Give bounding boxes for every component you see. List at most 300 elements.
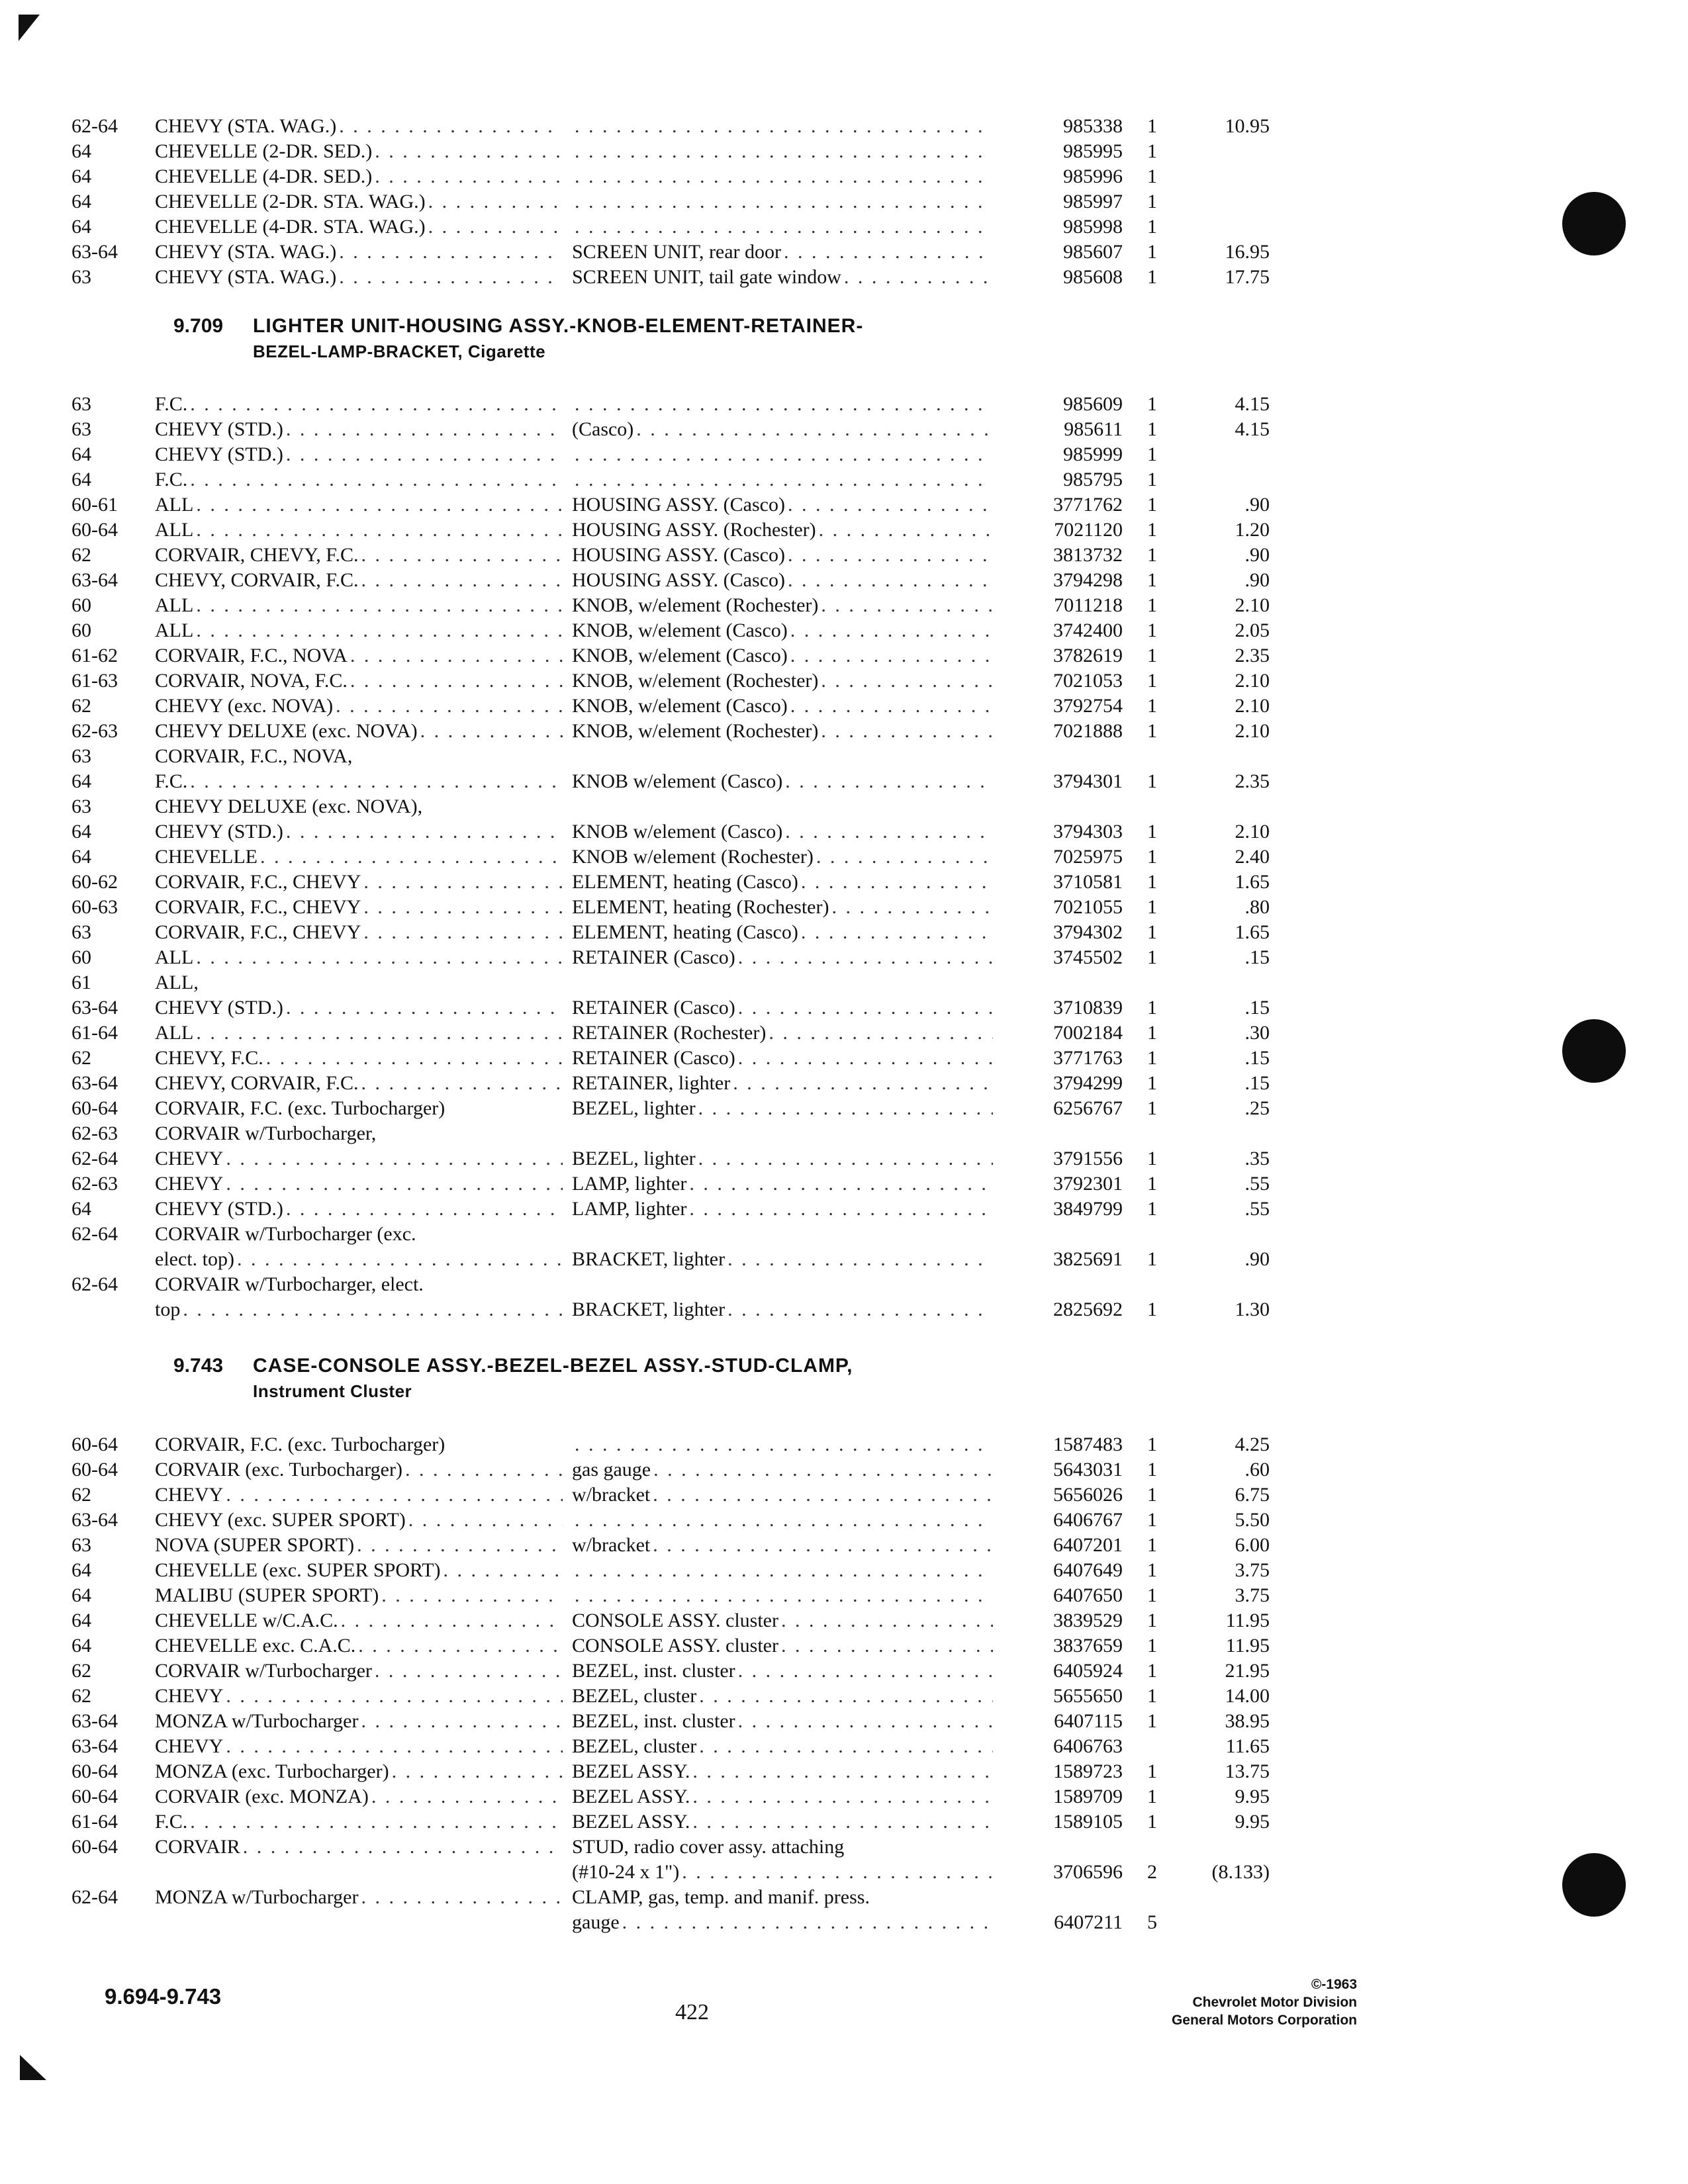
- table-row: [71, 719, 1270, 744]
- part-number: 5643031: [1053, 1459, 1123, 1480]
- year-cell: 63: [71, 921, 91, 943]
- price: .90: [1244, 1248, 1270, 1270]
- model-text: CHEVELLE (4-DR. SED.): [155, 165, 373, 187]
- year-cell: 63-64: [71, 569, 118, 591]
- table-row: [71, 1583, 1270, 1608]
- leader-dots: [350, 668, 563, 694]
- binder-hole-top: [1562, 192, 1626, 255]
- price: 2.05: [1235, 619, 1270, 641]
- quantity: 1: [1147, 1484, 1157, 1506]
- model-cell: [155, 1096, 572, 1121]
- table-row: [71, 1508, 1270, 1533]
- leader-dots: [636, 417, 993, 442]
- page-number: 422: [675, 2000, 709, 2025]
- part-number: 3792301: [1053, 1173, 1123, 1195]
- year-cell: 64: [71, 1198, 91, 1220]
- year-cell: 63: [71, 745, 91, 767]
- part-number: 6407201: [1053, 1534, 1123, 1556]
- table-row: [71, 1171, 1270, 1197]
- price: .60: [1244, 1459, 1270, 1480]
- description-cell: [572, 1734, 1002, 1759]
- leader-dots: [692, 1759, 993, 1784]
- year-cell: 62: [71, 1660, 91, 1682]
- price: [1157, 1121, 1270, 1146]
- leader-dots: [575, 467, 993, 492]
- year-cell: 61-63: [71, 670, 118, 692]
- model-cell: [155, 1910, 572, 1935]
- model-cell: [155, 719, 572, 744]
- part-number: 6406767: [1053, 1509, 1123, 1531]
- quantity: 1: [1147, 1811, 1157, 1833]
- description-cell: [572, 1297, 1002, 1322]
- table-row: [71, 945, 1270, 970]
- part-number: 985996: [1063, 165, 1123, 187]
- quantity: 1: [1147, 1610, 1157, 1631]
- quantity: 1: [1147, 469, 1157, 490]
- model-text: MONZA (exc. Turbocharger): [155, 1760, 389, 1782]
- table-row: [71, 1247, 1270, 1272]
- quantity: [1123, 1734, 1157, 1759]
- description-cell: [572, 164, 1002, 189]
- description-cell: [572, 1709, 1002, 1734]
- quantity: [1123, 1121, 1157, 1146]
- quantity: 1: [1147, 1559, 1157, 1581]
- year-cell: 62: [71, 544, 91, 566]
- description-text: BEZEL, inst. cluster: [572, 1660, 735, 1682]
- model-cell: [155, 819, 572, 844]
- leader-dots: [428, 214, 563, 240]
- description-cell: [572, 1583, 1002, 1608]
- year-cell: 63-64: [71, 1735, 118, 1757]
- part-number: [1002, 970, 1123, 995]
- description-text: RETAINER (Rochester): [572, 1022, 767, 1044]
- leader-dots: [420, 719, 563, 744]
- price: .15: [1244, 946, 1270, 968]
- table-row: [71, 694, 1270, 719]
- model-cell: [155, 1482, 572, 1508]
- model-cell: [155, 1146, 572, 1171]
- table-row: [71, 870, 1270, 895]
- leader-dots: [361, 1709, 563, 1734]
- description-text: ELEMENT, heating (Casco): [572, 921, 798, 943]
- part-number: 3710581: [1053, 871, 1123, 893]
- price: [1157, 1222, 1270, 1247]
- year-cell: 62-63: [71, 1122, 118, 1144]
- description-text: (Casco): [572, 418, 634, 440]
- leader-dots: [361, 568, 563, 593]
- description-cell: [572, 114, 1002, 139]
- description-text: w/bracket: [572, 1534, 651, 1556]
- description-text: RETAINER (Casco): [572, 997, 735, 1019]
- description-text: HOUSING ASSY. (Casco): [572, 494, 785, 516]
- part-number: [1002, 1121, 1123, 1146]
- table-row: [71, 1121, 1270, 1146]
- model-cell: [155, 1734, 572, 1759]
- table-row: [71, 1633, 1270, 1659]
- model-text: CORVAIR w/Turbocharger,: [155, 1122, 377, 1144]
- model-cell: [155, 744, 572, 769]
- quantity: 1: [1147, 1760, 1157, 1782]
- description-cell: [572, 1482, 1002, 1508]
- model-cell: [155, 417, 572, 442]
- quantity: 1: [1147, 1047, 1157, 1069]
- year-cell: 61-64: [71, 1811, 118, 1833]
- table-row: [71, 920, 1270, 945]
- year-cell: 60-64: [71, 1459, 118, 1480]
- description-text: (#10-24 x 1"): [572, 1861, 680, 1883]
- price: 5.50: [1235, 1509, 1270, 1531]
- model-text: ALL: [155, 594, 194, 616]
- year-cell: 60-64: [71, 1760, 118, 1782]
- description-cell: [572, 518, 1002, 543]
- price: (8.133): [1211, 1861, 1270, 1883]
- description-cell: [572, 1533, 1002, 1558]
- price: 1.65: [1235, 871, 1270, 893]
- leader-dots: [821, 668, 993, 694]
- price: .90: [1244, 569, 1270, 591]
- part-number: 1589709: [1053, 1786, 1123, 1807]
- description-text: CLAMP, gas, temp. and manif. press.: [572, 1886, 870, 1908]
- leader-dots: [784, 240, 993, 265]
- parts-table-continued: [71, 114, 1270, 290]
- leader-dots: [788, 492, 993, 518]
- year-cell: 60-63: [71, 896, 118, 918]
- table-row: [71, 1096, 1270, 1121]
- leader-dots: [769, 1021, 993, 1046]
- table-row: [71, 1197, 1270, 1222]
- model-text: ALL: [155, 1022, 194, 1044]
- table-row: [71, 794, 1270, 819]
- model-cell: [155, 492, 572, 518]
- quantity: [1123, 794, 1157, 819]
- model-cell: [155, 240, 572, 265]
- quantity: 1: [1147, 569, 1157, 591]
- year-cell: 61-64: [71, 1022, 118, 1044]
- quantity: [1123, 744, 1157, 769]
- description-text: BEZEL, inst. cluster: [572, 1710, 735, 1732]
- price: 1.65: [1235, 921, 1270, 943]
- model-cell: [155, 970, 572, 995]
- year-cell: 60-64: [71, 1786, 118, 1807]
- model-cell: [155, 1809, 572, 1835]
- model-text: CORVAIR w/Turbocharger, elect.: [155, 1273, 424, 1295]
- description-cell: [572, 1021, 1002, 1046]
- model-cell: [155, 1558, 572, 1583]
- quantity: 1: [1147, 1786, 1157, 1807]
- price: 14.00: [1225, 1685, 1270, 1707]
- price: [1157, 467, 1270, 492]
- price: 2.35: [1235, 645, 1270, 666]
- description-text: RETAINER, lighter: [572, 1072, 731, 1094]
- description-text: KNOB w/element (Casco): [572, 821, 783, 842]
- description-cell: [572, 618, 1002, 643]
- description-cell: [572, 265, 1002, 290]
- leader-dots: [339, 240, 563, 265]
- price: 4.15: [1235, 418, 1270, 440]
- leader-dots: [361, 1071, 563, 1096]
- year-cell: 60: [71, 594, 91, 616]
- part-number: 2825692: [1053, 1298, 1123, 1320]
- description-cell: [572, 970, 1002, 995]
- division-name: Chevrolet Motor Division: [1192, 1995, 1357, 2010]
- quantity: 1: [1147, 1298, 1157, 1320]
- part-number: 3794299: [1053, 1072, 1123, 1094]
- price: 2.40: [1235, 846, 1270, 868]
- model-text: ALL: [155, 494, 194, 516]
- price: [1157, 794, 1270, 819]
- model-cell: [155, 1197, 572, 1222]
- part-number: 7021055: [1053, 896, 1123, 918]
- leader-dots: [286, 1197, 563, 1222]
- description-text: LAMP, lighter: [572, 1198, 687, 1220]
- leader-dots: [738, 1046, 993, 1071]
- table-row: [71, 844, 1270, 870]
- leader-dots: [286, 819, 563, 844]
- price: 4.25: [1235, 1433, 1270, 1455]
- leader-dots: [785, 769, 993, 794]
- table-row: [71, 1835, 1270, 1860]
- model-cell: [155, 1297, 572, 1322]
- leader-dots: [699, 1734, 993, 1759]
- leader-dots: [575, 1558, 993, 1583]
- model-cell: [155, 1583, 572, 1608]
- quantity: 1: [1147, 1534, 1157, 1556]
- model-text: CHEVY, F.C.: [155, 1047, 263, 1069]
- description-cell: [572, 568, 1002, 593]
- leader-dots: [738, 945, 993, 970]
- model-cell: [155, 467, 572, 492]
- price: 2.10: [1235, 720, 1270, 742]
- leader-dots: [831, 895, 993, 920]
- year-cell: 60-64: [71, 519, 118, 541]
- description-cell: [572, 214, 1002, 240]
- description-text: KNOB, w/element (Casco): [572, 695, 788, 717]
- leader-dots: [357, 1533, 563, 1558]
- price: [1157, 970, 1270, 995]
- model-text: CORVAIR, F.C. (exc. Turbocharger): [155, 1097, 445, 1119]
- leader-dots: [226, 1146, 563, 1171]
- model-text: CORVAIR: [155, 1836, 240, 1858]
- model-text: CORVAIR w/Turbocharger (exc.: [155, 1223, 416, 1245]
- year-cell: 64: [71, 216, 91, 238]
- table-row: [71, 1910, 1270, 1935]
- price: [1157, 1885, 1270, 1910]
- description-cell: [572, 1171, 1002, 1197]
- description-cell: [572, 1784, 1002, 1809]
- part-number: 985607: [1063, 241, 1123, 263]
- table-row: [71, 467, 1270, 492]
- leader-dots: [682, 1860, 993, 1885]
- leader-dots: [699, 1684, 993, 1709]
- leader-dots: [196, 492, 563, 518]
- description-text: CONSOLE ASSY. cluster: [572, 1635, 778, 1657]
- part-number: 3706596: [1053, 1861, 1123, 1883]
- description-text: HOUSING ASSY. (Casco): [572, 544, 785, 566]
- year-cell: 62: [71, 1685, 91, 1707]
- part-number: 3771763: [1053, 1047, 1123, 1069]
- table-row: [71, 189, 1270, 214]
- leader-dots: [226, 1734, 563, 1759]
- model-text: CHEVY DELUXE (exc. NOVA),: [155, 796, 423, 817]
- model-text: CORVAIR, F.C., CHEVY: [155, 921, 361, 943]
- part-number: 985608: [1063, 266, 1123, 288]
- model-cell: [155, 769, 572, 794]
- part-number: [1002, 1835, 1123, 1860]
- model-text: MONZA w/Turbocharger: [155, 1886, 359, 1908]
- copyright-block: [1072, 1976, 1357, 2029]
- model-text: CHEVY, CORVAIR, F.C.: [155, 569, 359, 591]
- corner-mark-top-left: [19, 15, 40, 41]
- quantity: 1: [1147, 946, 1157, 968]
- part-number: [1002, 1885, 1123, 1910]
- model-text: CHEVY: [155, 1484, 224, 1506]
- part-number: 7011218: [1054, 594, 1123, 616]
- table-row: [71, 164, 1270, 189]
- quantity: 1: [1147, 1148, 1157, 1169]
- leader-dots: [733, 1071, 993, 1096]
- year-cell: 64: [71, 140, 91, 162]
- table-row: [71, 744, 1270, 769]
- price: .15: [1244, 1072, 1270, 1094]
- description-cell: [572, 769, 1002, 794]
- description-cell: [572, 1633, 1002, 1659]
- table-row: [71, 1734, 1270, 1759]
- description-text: HOUSING ASSY. (Casco): [572, 569, 785, 591]
- year-cell: 64: [71, 821, 91, 842]
- part-number: 6405924: [1053, 1660, 1123, 1682]
- description-text: ELEMENT, heating (Rochester): [572, 896, 829, 918]
- leader-dots: [781, 1633, 993, 1659]
- description-cell: [572, 492, 1002, 518]
- section-number: 9.743: [173, 1355, 224, 1377]
- model-text: CORVAIR, F.C., NOVA,: [155, 745, 353, 767]
- year-cell: 63-64: [71, 997, 118, 1019]
- description-cell: [572, 1835, 1002, 1860]
- model-text: CHEVY (STD.): [155, 443, 283, 465]
- model-text: elect. top): [155, 1248, 234, 1270]
- description-text: BEZEL, lighter: [572, 1148, 696, 1169]
- model-cell: [155, 844, 572, 870]
- description-cell: [572, 1910, 1002, 1935]
- leader-dots: [575, 392, 993, 417]
- model-text: CHEVELLE: [155, 846, 258, 868]
- model-cell: [155, 1759, 572, 1784]
- quantity: 1: [1147, 191, 1157, 212]
- price: 6.00: [1235, 1534, 1270, 1556]
- description-cell: [572, 189, 1002, 214]
- price: [1157, 214, 1270, 240]
- leader-dots: [361, 543, 563, 568]
- year-cell: 62-64: [71, 1886, 118, 1908]
- table-row: [71, 265, 1270, 290]
- description-cell: [572, 643, 1002, 668]
- price: 9.95: [1235, 1786, 1270, 1807]
- description-cell: [572, 1096, 1002, 1121]
- part-number: [1002, 1222, 1123, 1247]
- year-cell: 63: [71, 1534, 91, 1556]
- price: 17.75: [1225, 266, 1270, 288]
- description-cell: [572, 1659, 1002, 1684]
- leader-dots: [226, 1684, 563, 1709]
- leader-dots: [363, 920, 563, 945]
- part-number: 3710839: [1053, 997, 1123, 1019]
- description-text: KNOB, w/element (Casco): [572, 645, 788, 666]
- quantity: 1: [1147, 871, 1157, 893]
- leader-dots: [844, 265, 993, 290]
- model-text: CHEVY (STA. WAG.): [155, 266, 337, 288]
- description-cell: [572, 744, 1002, 769]
- description-cell: [572, 240, 1002, 265]
- price: .55: [1244, 1198, 1270, 1220]
- leader-dots: [371, 1784, 563, 1809]
- leader-dots: [575, 1432, 993, 1457]
- leader-dots: [821, 593, 993, 618]
- table-row: [71, 769, 1270, 794]
- year-cell: 62-64: [71, 1273, 118, 1295]
- leader-dots: [260, 844, 563, 870]
- table-row: [71, 1608, 1270, 1633]
- description-cell: [572, 1860, 1002, 1885]
- description-text: BEZEL ASSY.: [572, 1811, 690, 1833]
- part-number: [1002, 1272, 1123, 1297]
- description-text: CONSOLE ASSY. cluster: [572, 1610, 778, 1631]
- part-number: 7021888: [1053, 720, 1123, 742]
- description-cell: [572, 543, 1002, 568]
- price: 9.95: [1235, 1811, 1270, 1833]
- description-text: BEZEL ASSY.: [572, 1786, 690, 1807]
- table-row: [71, 139, 1270, 164]
- price: 4.15: [1235, 393, 1270, 415]
- leader-dots: [801, 920, 993, 945]
- table-row: [71, 1659, 1270, 1684]
- leader-dots: [692, 1784, 993, 1809]
- quantity: 1: [1147, 1022, 1157, 1044]
- leader-dots: [788, 543, 993, 568]
- price: 6.75: [1235, 1484, 1270, 1506]
- description-text: BEZEL, lighter: [572, 1097, 696, 1119]
- year-cell: 60-61: [71, 494, 118, 516]
- table-row: [71, 1860, 1270, 1885]
- model-text: CHEVY (STD.): [155, 821, 283, 842]
- quantity: 1: [1147, 1072, 1157, 1094]
- model-text: CHEVY: [155, 1173, 224, 1195]
- quantity: 1: [1147, 896, 1157, 918]
- quantity: [1123, 1222, 1157, 1247]
- part-number: 3745502: [1053, 946, 1123, 968]
- model-text: CHEVY (STA. WAG.): [155, 241, 337, 263]
- leader-dots: [622, 1910, 993, 1935]
- model-text: CHEVELLE (2-DR. STA. WAG.): [155, 191, 426, 212]
- section-subtitle: Instrument Cluster: [253, 1381, 412, 1401]
- parts-table-9709: [71, 392, 1270, 1322]
- year-cell: 60-62: [71, 871, 118, 893]
- leader-dots: [336, 694, 563, 719]
- leader-dots: [816, 844, 993, 870]
- model-text: CORVAIR, F.C., CHEVY: [155, 896, 361, 918]
- table-row: [71, 895, 1270, 920]
- year-cell: 62-63: [71, 1173, 118, 1195]
- description-cell: [572, 1432, 1002, 1457]
- price: 2.35: [1235, 770, 1270, 792]
- description-cell: [572, 593, 1002, 618]
- quantity: 1: [1147, 1433, 1157, 1455]
- leader-dots: [190, 769, 563, 794]
- leader-dots: [575, 114, 993, 139]
- leader-dots: [801, 870, 993, 895]
- leader-dots: [692, 1809, 993, 1835]
- quantity: 1: [1147, 1584, 1157, 1606]
- leader-dots: [243, 1835, 563, 1860]
